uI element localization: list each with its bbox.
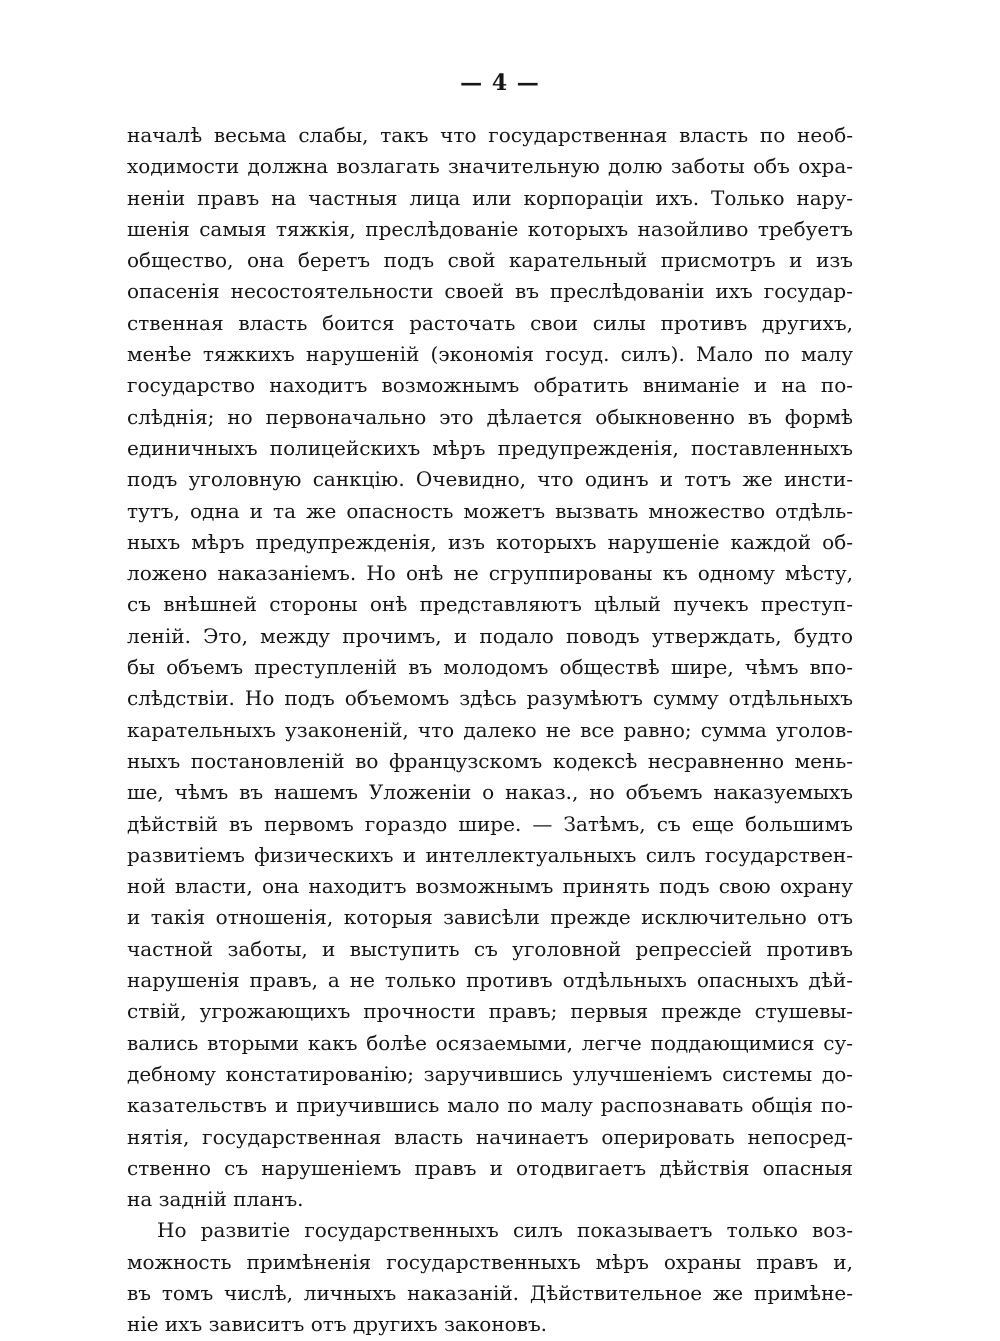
text-line: нарушенія правъ, а не только противъ отдѣльныхъ опасныхъ дѣй-	[127, 968, 853, 993]
text-line: слѣдствіи. Но подъ объемомъ здѣсь разумѣютъ сумму отдѣльныхъ	[127, 686, 853, 711]
text-line: ныхъ постановленій во французскомъ кодексѣ несравненно мень-	[127, 748, 853, 773]
text-line: шенія самыя тяжкія, преслѣдованіе которыхъ назойливо требуетъ	[127, 216, 853, 241]
text-line: государство находитъ возможнымъ обратить вниманіе и на по-	[127, 373, 853, 398]
text-line: бы объемъ преступленій въ молодомъ обществѣ шире, чѣмъ впо-	[127, 655, 853, 680]
text-line: казательствъ и приучившись мало по малу распознавать общія по-	[127, 1093, 853, 1118]
text-line: менѣе тяжкихъ нарушеній (экономія госуд. силъ). Мало по малу	[127, 342, 853, 367]
text-line: съ внѣшней стороны онѣ представляютъ цѣлый пучекъ преступ-	[127, 592, 853, 617]
text-line: ходимости должна возлагать значительную долю заботы объ охра-	[127, 154, 853, 179]
text-line: слѣднія; но первоначально это дѣлается обыкновенно въ формѣ	[127, 404, 853, 429]
text-line: опасенія несостоятельности своей въ преслѣдованіи ихъ государ-	[127, 279, 853, 304]
text-line: Но развитіе государственныхъ силъ показываетъ только воз-	[157, 1218, 853, 1243]
text-line: ствій, угрожающихъ прочности правъ; первыя прежде стушевы-	[127, 999, 853, 1024]
text-line: можность примѣненія государственныхъ мѣръ охраны правъ и,	[127, 1249, 853, 1274]
text-line: нятія, государственная власть начинаетъ оперировать непосред-	[127, 1124, 853, 1149]
page-number: — 4 —	[460, 70, 540, 96]
text-line: и такія отношенія, которыя зависѣли прежде исключительно отъ	[127, 905, 853, 930]
text-line: ственно съ нарушеніемъ правъ и отодвигаетъ дѣйствія опасныя	[127, 1155, 853, 1180]
text-line: ныхъ мѣръ предупрежденія, изъ которыхъ нарушеніе каждой об-	[127, 529, 853, 554]
text-line: карательныхъ узаконеній, что далеко не все равно; сумма уголов-	[127, 717, 853, 742]
text-line: подъ уголовную санкцію. Очевидно, что одинъ и тотъ же инсти-	[127, 467, 853, 492]
text-line: ложено наказаніемъ. Но онѣ не сгруппированы къ одному мѣсту,	[127, 561, 853, 586]
paragraph-2	[127, 1215, 853, 1340]
text-line: частной заботы, и выступить съ уголовной репрессіей противъ	[127, 936, 853, 961]
text-line: началѣ весьма слабы, такъ что государственная власть по необ-	[127, 123, 853, 147]
paragraph-1	[127, 120, 853, 1215]
text-line: тутъ, одна и та же опасность можетъ вызвать множество отдѣль-	[127, 498, 853, 523]
text-line: ной власти, она находитъ возможнымъ принять подъ свою охрану	[127, 874, 853, 899]
text-line: развитіемъ физическихъ и интеллектуальныхъ силъ государствен-	[127, 842, 853, 867]
text-line: дѣйствій въ первомъ гораздо шире. — Затѣмъ, съ еще большимъ	[127, 811, 853, 836]
text-line: въ томъ числѣ, личныхъ наказаній. Дѣйствительное же примѣне-	[127, 1280, 853, 1305]
text-line: ше, чѣмъ въ нашемъ Уложеніи о наказ., но объемъ наказуемыхъ	[127, 780, 853, 805]
text-line: дебному констатированію; заручившись улучшеніемъ системы до-	[127, 1061, 853, 1086]
text-line: ніе ихъ зависитъ отъ другихъ законовъ.	[127, 1312, 548, 1337]
text-line: вались вторыми какъ болѣе осязаемыми, легче поддающимися су-	[127, 1030, 853, 1055]
text-line: неніи правъ на частныя лица или корпораціи ихъ. Только нару-	[127, 185, 853, 210]
text-line: единичныхъ полицейскихъ мѣръ предупрежденія, поставленныхъ	[127, 435, 853, 460]
text-line: на задній планъ.	[127, 1187, 304, 1212]
text-line: ственная власть боится расточать свои силы противъ другихъ,	[127, 310, 853, 335]
text-line: общество, она беретъ подъ свой карательный присмотръ и изъ	[127, 248, 853, 273]
body-text	[127, 120, 853, 1341]
text-line: леній. Это, между прочимъ, и подало поводъ утверждать, будто	[127, 623, 853, 648]
